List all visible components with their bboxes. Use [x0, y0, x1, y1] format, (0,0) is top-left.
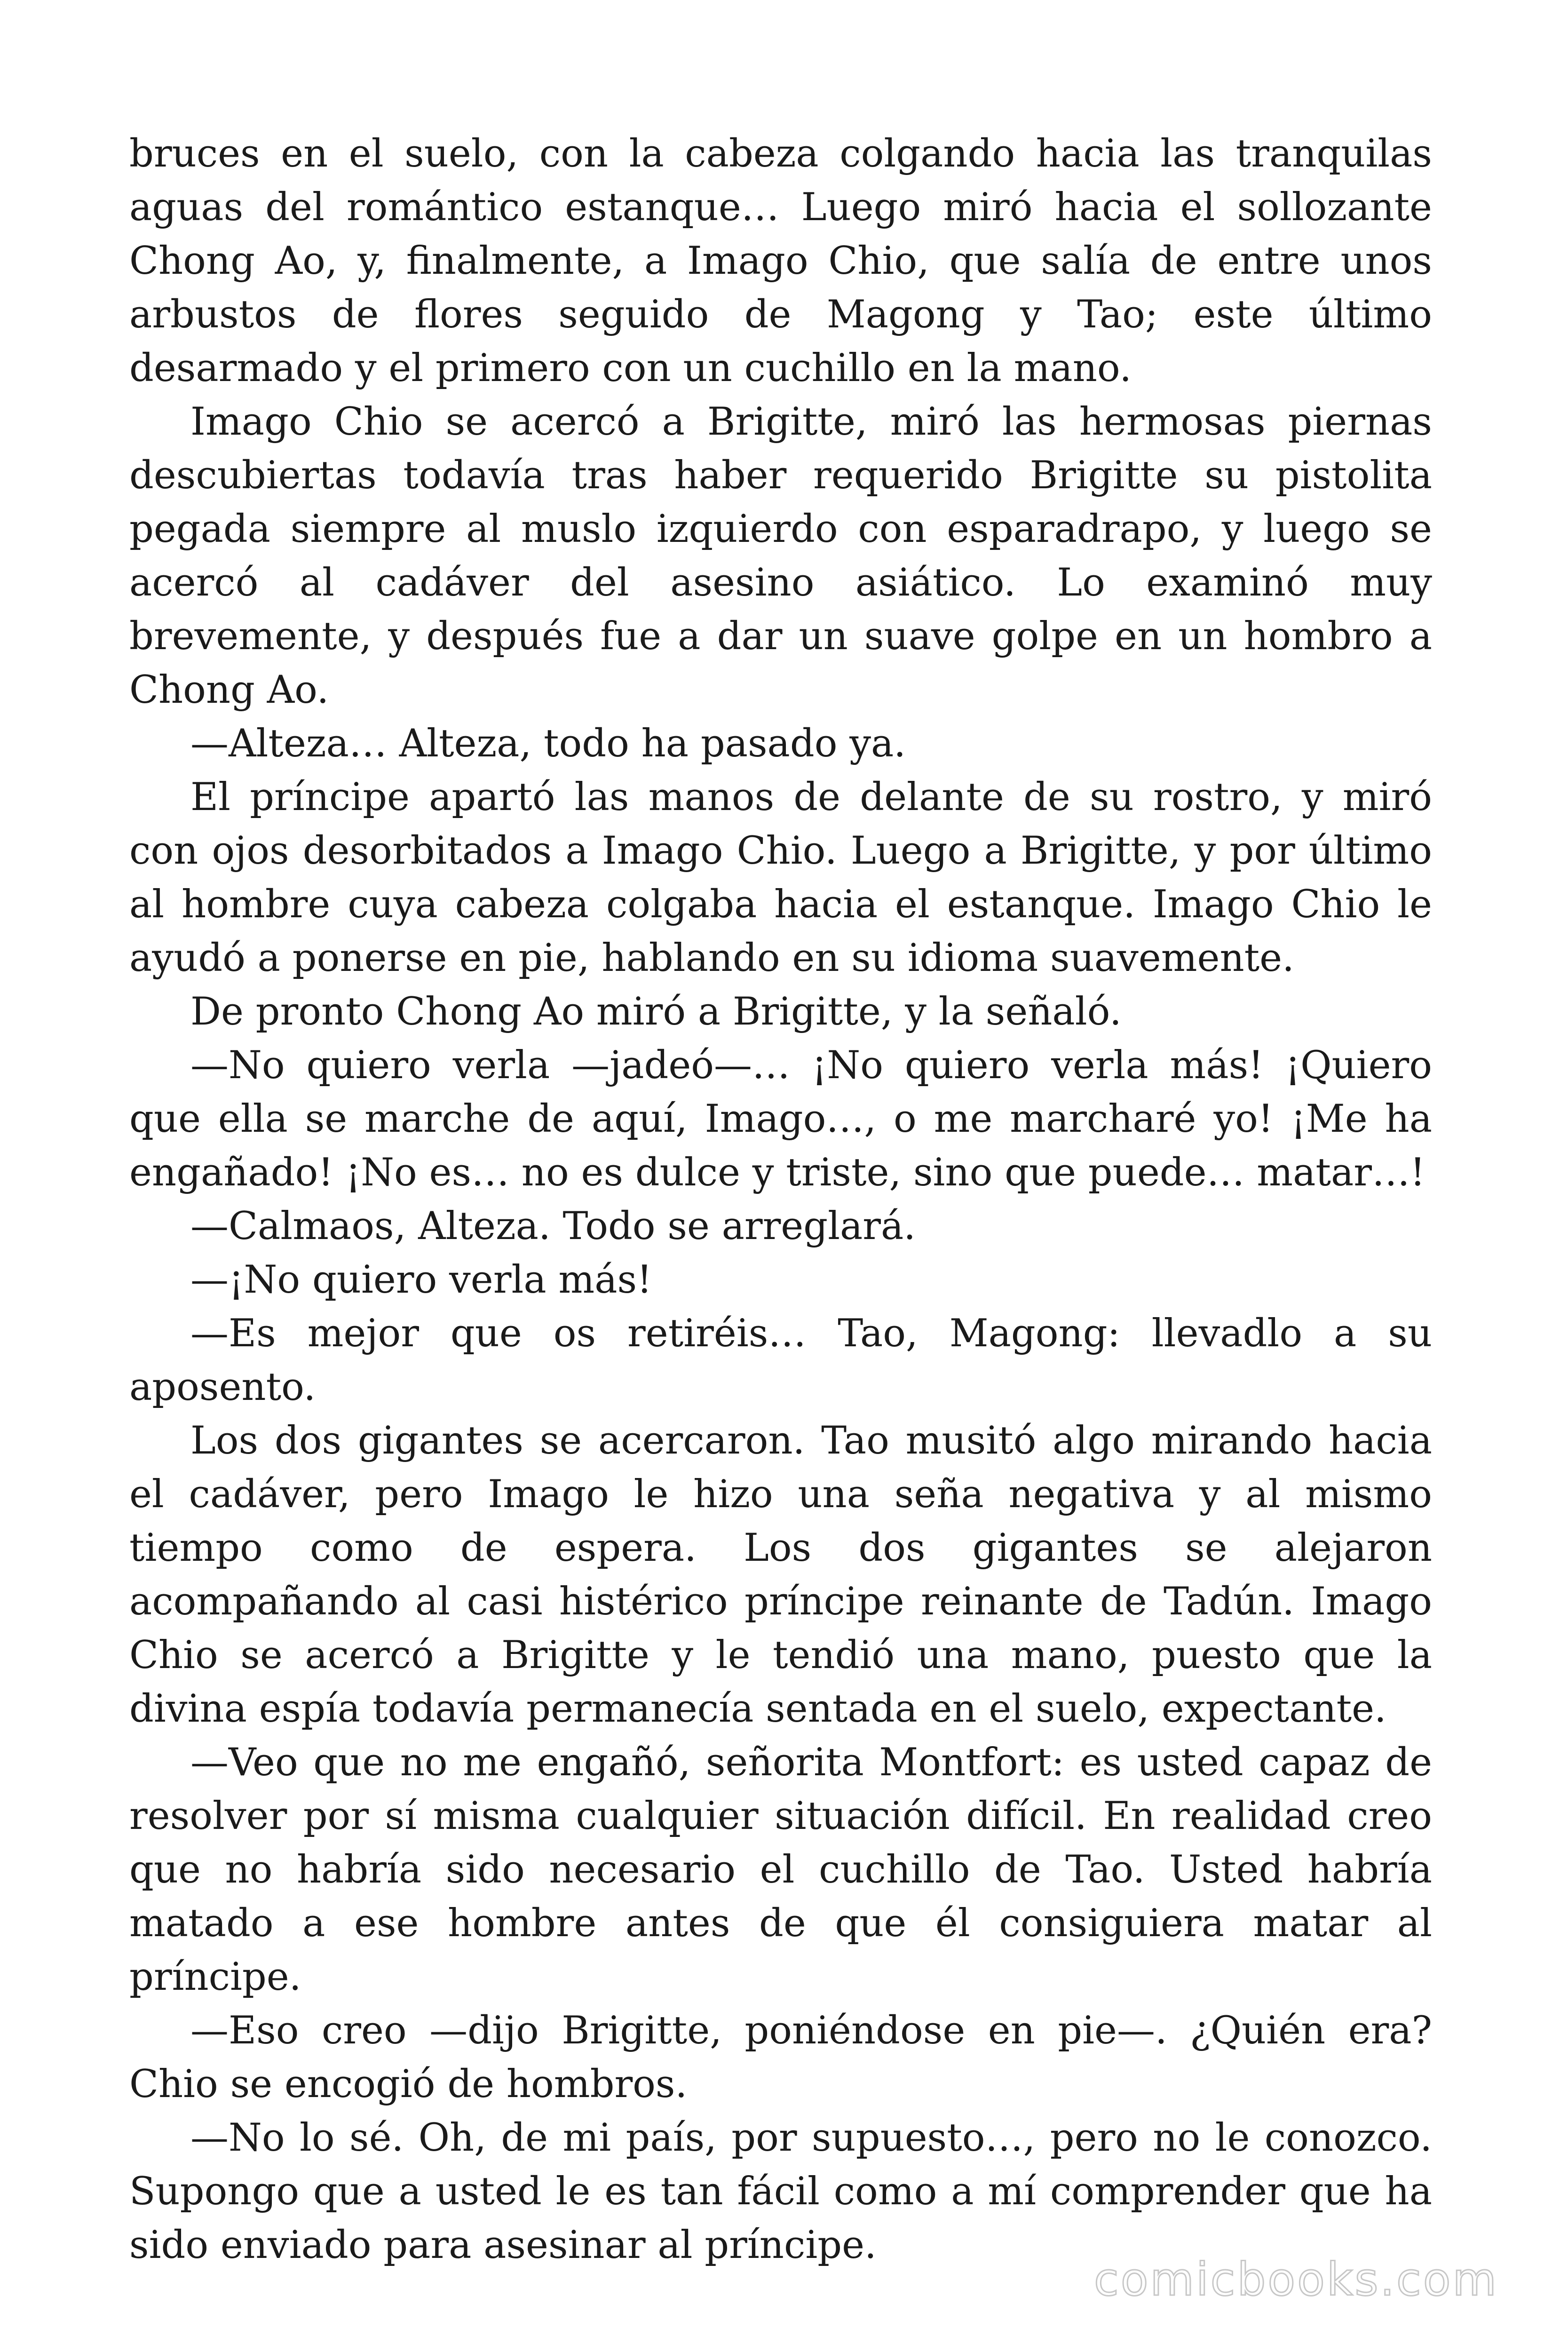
page-body — [129, 127, 1432, 2272]
paragraph-13: —No lo sé. Oh, de mi país, por supuesto…, pero no le conozco. Supongo que a usted le es tan fácil como a mí comprender que ha sido enviado para asesinar al príncipe. — [129, 2116, 1432, 2267]
paragraph-9: —Es mejor que os retiréis… Tao, Magong: llevadlo a su aposento. — [129, 1311, 1432, 1409]
paragraph-1: bruces en el suelo, con la cabeza colgando hacia las tranquilas aguas del romántico estanque… Luego miró hacia el sollozante Chong Ao, y, finalmente, a Imago Chio, que salía de entre unos arbustos de flores seguido de Magong y Tao; este último desarmado y el primero con un cuchillo en la mano. — [129, 132, 1432, 390]
paragraph-5: De pronto Chong Ao miró a Brigitte, y la señaló. — [190, 990, 1122, 1034]
paragraph-4: El príncipe apartó las manos de delante de su rostro, y miró con ojos desorbitados a Imago Chio. Luego a Brigitte, y por último al hombre cuya cabeza colgaba hacia el estanque. Imago Chio le ayudó a ponerse en pie, hablando en su idioma suavemente. — [129, 775, 1432, 980]
watermark: comicbooks.com — [1093, 2253, 1498, 2306]
paragraph-8: —¡No quiero verla más! — [190, 1258, 652, 1302]
paragraph-7: —Calmaos, Alteza. Todo se arreglará. — [190, 1204, 916, 1248]
paragraph-3: —Alteza… Alteza, todo ha pasado ya. — [190, 722, 906, 766]
paragraph-2: Imago Chio se acercó a Brigitte, miró las hermosas piernas descubiertas todavía tras haber requerido Brigitte su pistolita pegada siempre al muslo izquierdo con esparadrapo, y luego se acercó al cadáver del asesino asiático. Lo examinó muy brevemente, y después fue a dar un suave golpe en un hombro a Chong Ao. — [129, 400, 1432, 712]
paragraph-6: —No quiero verla —jadeó—… ¡No quiero verla más! ¡Quiero que ella se marche de aquí, Imago…, o me marcharé yo! ¡Me ha engañado! ¡No es… no es dulce y triste, sino que puede… matar…! — [129, 1043, 1432, 1195]
paragraph-10: Los dos gigantes se acercaron. Tao musitó algo mirando hacia el cadáver, pero Imago le hizo una seña negativa y al mismo tiempo como de espera. Los dos gigantes se alejaron acompañando al casi histérico príncipe reinante de Tadún. Imago Chio se acercó a Brigitte y le tendió una mano, puesto que la divina espía todavía permanecía sentada en el suelo, expectante. — [129, 1419, 1432, 1731]
paragraph-12: —Eso creo —dijo Brigitte, poniéndose en pie—. ¿Quién era? Chio se encogió de hombros. — [129, 2009, 1432, 2106]
paragraph-11: —Veo que no me engañó, señorita Montfort: es usted capaz de resolver por sí misma cualquier situación difícil. En realidad creo que no habría sido necesario el cuchillo de Tao. Usted habría matado a ese hombre antes de que él consiguiera matar al príncipe. — [129, 1740, 1432, 1999]
